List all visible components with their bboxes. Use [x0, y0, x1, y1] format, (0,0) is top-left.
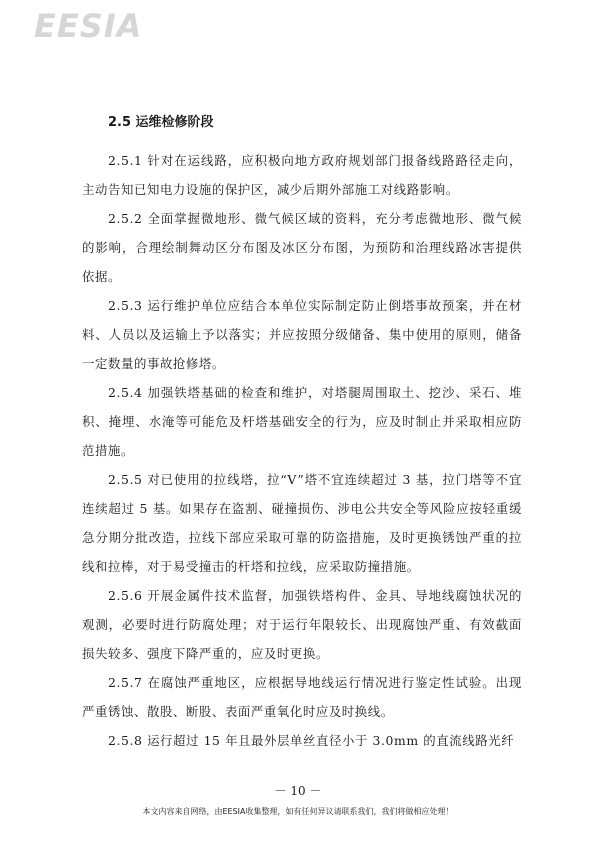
paragraph-2-5-8: 2.5.8 运行超过 15 年且最外层单丝直径小于 3.0mm 的直流线路光纤	[108, 733, 515, 748]
paragraph-2-5-5: 2.5.5 对已使用的拉线塔，拉“V”塔不宜连续超过 3 基，拉门塔等不宜连续超过 5 基。如果存在盗割、碰撞损伤、涉电公共安全等风险应按轻重缓急分期分批改造，拉线下部应采取可靠的防盗措施，及时更换锈蚀严重的拉线和拉棒，对于易受撞击的杆塔和拉线，应采取防撞措施。	[82, 472, 522, 574]
eesia-logo: EESIA	[34, 7, 143, 45]
paragraph-2-5-3: 2.5.3 运行维护单位应结合本单位实际制定防止倒塔事故预案，并在材料、人员以及运输上予以落实；并应按照分级储备、集中使用的原则，储备一定数量的事故抢修塔。	[82, 298, 522, 371]
section-title: 2.5 运维检修阶段	[108, 115, 214, 130]
page-number: － 10 －	[274, 784, 322, 798]
paragraph-2-5-6: 2.5.6 开展金属件技术监督，加强铁塔构件、金具、导地线腐蚀状况的观测，必要时进行防腐处理；对于运行年限较长、出现腐蚀严重、有效截面损失较多、强度下降严重的，应及时更换。	[82, 588, 522, 661]
paragraph-2-5-1: 2.5.1 针对在运线路，应积极向地方政府规划部门报备线路路径走向，主动告知已知电力设施的保护区，减少后期外部施工对线路影响。	[82, 153, 522, 197]
paragraph-2-5-4: 2.5.4 加强铁塔基础的检查和维护，对塔腿周围取土、挖沙、采石、堆积、掩埋、水淹等可能危及杆塔基础安全的行为，应及时制止并采取相应防范措施。	[82, 385, 522, 458]
document-body	[82, 113, 522, 755]
footer-disclaimer: 本文内容来自网络，由EESIA收集整理，如有任何异议请联系我们，我们将做相应处理！	[142, 807, 454, 816]
paragraph-2-5-7: 2.5.7 在腐蚀严重地区，应根据导地线运行情况进行鉴定性试验。出现严重锈蚀、散股、断股、表面严重氧化时应及时换线。	[82, 675, 522, 719]
paragraph-2-5-2: 2.5.2 全面掌握微地形、微气候区域的资料，充分考虑微地形、微气候的影响，合理绘制舞动区分布图及冰区分布图，为预防和治理线路冰害提供依据。	[82, 211, 522, 284]
